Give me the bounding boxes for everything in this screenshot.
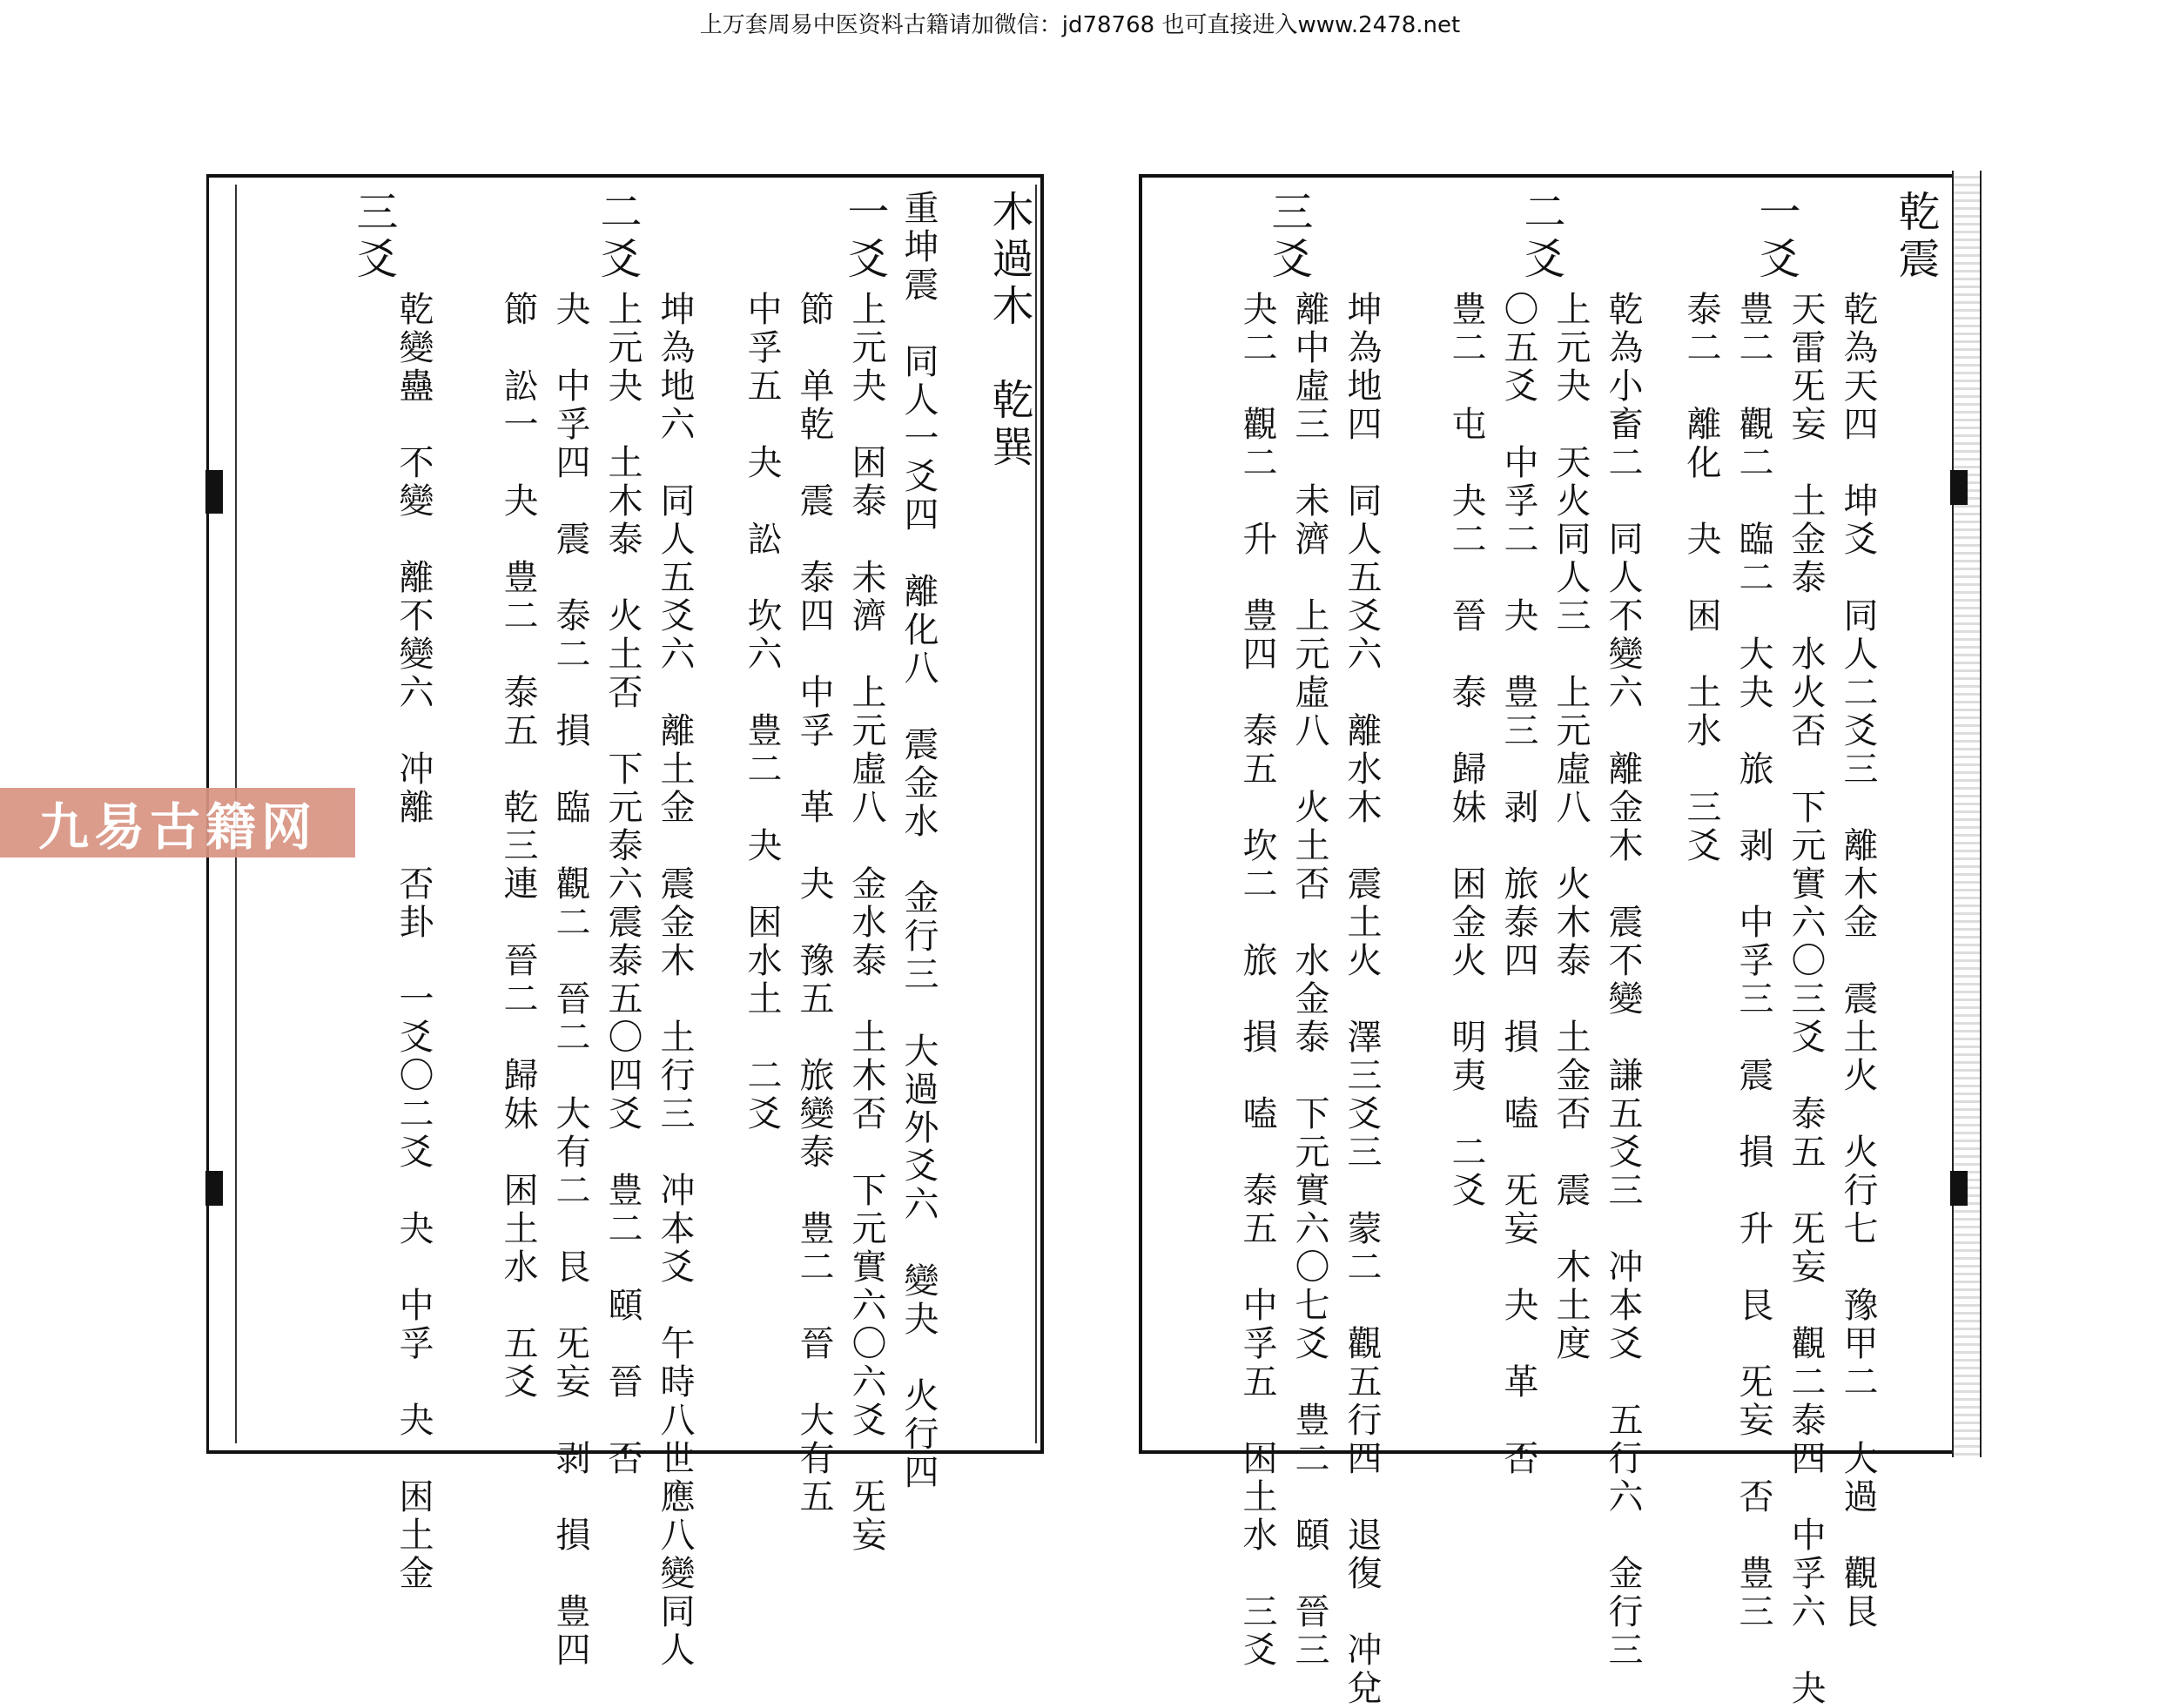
left-col-text: 坤為地六 同人五爻六 離土金 震金木 土行三 冲本爻 午時八世應八變同人 bbox=[655, 291, 695, 1670]
right-col-text: 豊二 屯 夬二 晉 泰 歸妹 困金火 明夷 二爻 bbox=[1446, 291, 1486, 1210]
right-col-heading-2: 二爻 bbox=[1517, 190, 1565, 284]
right-binding-mark-bottom bbox=[1950, 1171, 1968, 1206]
right-col-text: 〇五爻 中孚二 夬 豊三 剥 旅泰四 損 嗑 旡妄 夬 革 否 bbox=[1498, 291, 1538, 1478]
left-col-heading-3: 三爻 bbox=[349, 190, 398, 284]
left-binding-mark-top bbox=[205, 470, 223, 514]
right-col-text: 離中虛三 未濟 上元虛八 火土否 水金泰 下元實六〇七爻 豊二 頤 晉三 bbox=[1289, 291, 1329, 1670]
right-col-text: 夬二 觀二 升 豊四 泰五 坎二 旅 損 嗑 泰五 中孚五 困土水 三爻 bbox=[1237, 291, 1277, 1670]
right-col-heading-3: 三爻 bbox=[1264, 190, 1313, 284]
left-col-text: 節 单乾 震 泰四 中孚 革 夬 豫五 旅變泰 豊二 晉 大有五 bbox=[794, 291, 834, 1516]
left-col-title: 木過木 乾巽 bbox=[985, 190, 1033, 472]
right-col-title: 乾震 bbox=[1891, 190, 1940, 284]
left-col-heading-1: 一爻 bbox=[840, 190, 889, 284]
left-col-text: 上元夬 困泰 未濟 上元虛八 金水泰 土木否 下元實六〇六爻 旡妄 bbox=[846, 291, 886, 1555]
left-col-text: 重坤震 同人一爻四 離化八 震金水 金行三 大過外爻六 變夬 火行四 bbox=[898, 190, 939, 1492]
site-watermark-text: 九易古籍网 bbox=[37, 797, 317, 857]
right-col-text: 天雷旡妄 土金泰 水火否 下元實六〇三爻 泰五 旡妄 觀二泰四 中孚六 夬 bbox=[1786, 291, 1826, 1708]
left-col-text: 節 訟一 夬 豊二 泰五 乾三連 晉二 歸妹 困土水 五爻 bbox=[498, 291, 538, 1402]
right-col-text: 乾為天四 坤爻 同人二爻三 離木金 震土火 火行七 豫甲二 大過 觀艮 bbox=[1838, 291, 1878, 1631]
left-page-right-rule bbox=[1035, 185, 1037, 1443]
left-col-text: 上元夬 土木泰 火土否 下元泰六震泰五〇四爻 豊二 頤 晉 否 bbox=[602, 291, 643, 1478]
source-banner: 上万套周易中医资料古籍请加微信：jd78768 也可直接进入www.2478.net bbox=[699, 12, 1461, 38]
left-col-text: 乾變蠱 不變 離不變六 冲離 否卦 一爻〇二爻 夬 中孚 夬 困土金 bbox=[394, 291, 434, 1593]
right-col-text: 坤為地四 同人五爻六 離水木 震土火 澤三爻三 蒙二 觀五行四 退復 冲兌 bbox=[1342, 291, 1382, 1708]
right-col-text: 豊二 觀二 臨二 大夬 旅 剥 中孚三 震 損 升 艮 旡妄 否 豊三 bbox=[1733, 291, 1773, 1631]
right-col-text: 泰二 離化 夬 困 土水 三爻 bbox=[1681, 291, 1721, 865]
right-page bbox=[1139, 174, 1975, 1708]
right-col-text: 乾為小畜二 同人不變六 離金木 震不變 謙五爻三 冲本爻 五行六 金行三 bbox=[1603, 291, 1643, 1670]
left-col-text: 夬 中孚四 震 泰二 損 臨 觀二 晉二 大有二 艮 旡妄 剥 損 豊四 bbox=[550, 291, 590, 1670]
right-binding-mark-top bbox=[1950, 470, 1968, 505]
left-col-heading-2: 二爻 bbox=[593, 190, 642, 284]
site-watermark bbox=[0, 788, 355, 857]
left-col-text: 中孚五 夬 訟 坎六 豊二 夬 困水土 二爻 bbox=[742, 291, 782, 1133]
book-spine-edge bbox=[1952, 171, 1982, 1457]
left-binding-mark-bottom bbox=[205, 1171, 223, 1206]
right-col-heading-1: 一爻 bbox=[1752, 190, 1800, 284]
right-col-text: 上元夬 天火同人三 上元虛八 火木泰 土金否 震 木土度 bbox=[1551, 291, 1591, 1363]
